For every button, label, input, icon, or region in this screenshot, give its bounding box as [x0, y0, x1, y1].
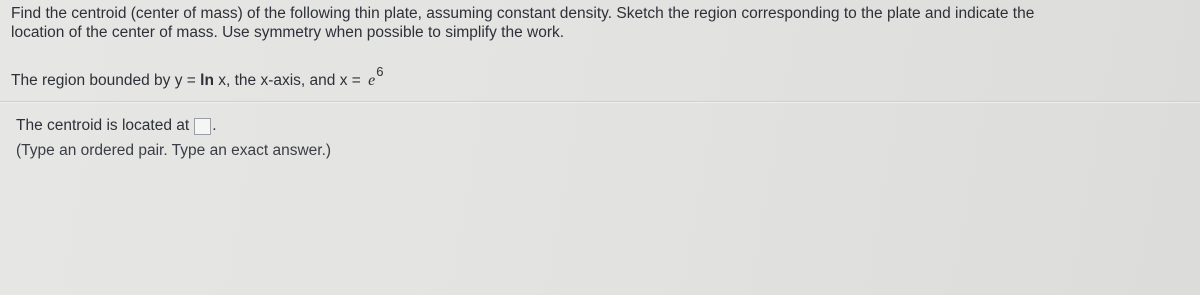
ln-function: ln	[200, 72, 214, 89]
answer-label: The centroid is located at	[16, 117, 190, 134]
answer-input-box[interactable]	[194, 118, 211, 135]
problem-statement	[11, 4, 1200, 42]
answer-prompt	[16, 116, 217, 136]
section-divider-highlight	[0, 102, 1200, 103]
answer-instruction: (Type an ordered pair. Type an exact answer.)	[16, 142, 332, 159]
exponent: 6	[376, 64, 384, 79]
region-prefix: The region bounded by y =	[11, 72, 201, 89]
problem-line-1: Find the centroid (center of mass) of the following thin plate, assuming constant density. Sketch the region corresponding to the plate and indicate the	[11, 5, 1035, 22]
answer-suffix: .	[212, 117, 217, 134]
problem-line-2: location of the center of mass. Use symmetry when possible to simplify the work.	[11, 24, 565, 41]
exponential-base: e	[368, 72, 376, 89]
region-middle: x, the x-axis, and x =	[213, 72, 366, 89]
region-description	[11, 64, 384, 90]
